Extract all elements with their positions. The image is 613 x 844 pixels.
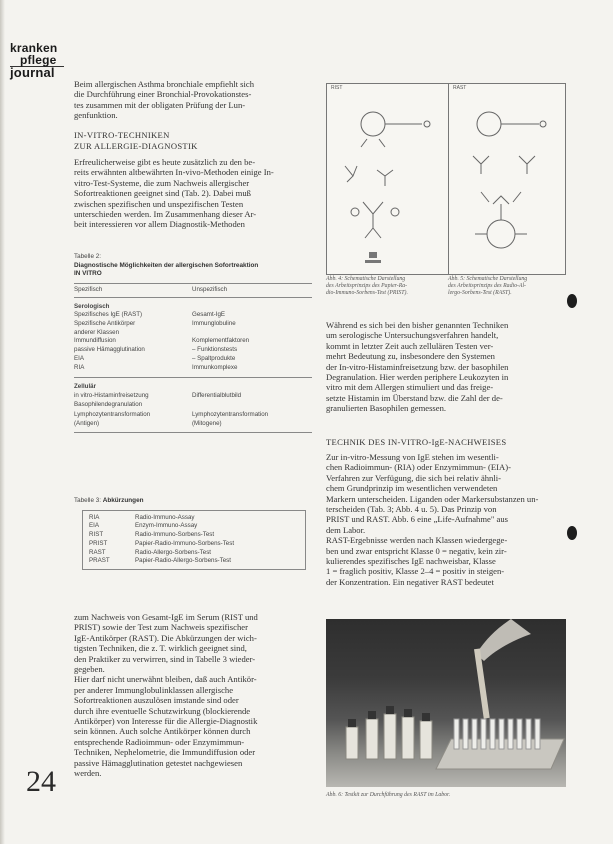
table-row: anderer Klassen [74,328,120,336]
punch-hole [567,294,577,308]
table-2-section: Zellulär [74,383,97,391]
table-2-header: Spezifisch Unspezifisch [74,285,228,293]
figure-4-rist [326,83,450,275]
left-paragraph-2: zum Nachweis von Gesamt-IgE im Serum (RIST und PRIST) sowie der Test zum Nachweis spezifischer IgE-Antikörper (RAST). Die Abkürzungen der wich- tigsten Techniken, die z. T. wirklich geeignet sind, den Praktiker zu verwirren, sind in Tabelle 3 wieder- gegeben. Hier darf nicht unerwähnt bleiben, daß auch Antikör- per anderer Immunglobulinklassen allergische Sofortreaktionen auszulösen imstande sind oder durch ihre eventuelle Schutzwirkung (blockierende Antikörper) von Interesse für die Allergie-Diagnostik sein können. Auch solche Antikörper können durch entsprechende Radioimmun- oder Enzymimmun- Techniken, Nephelometrie, die Immundiffusion oder passive Hämagglutination getestet nachgewiesen werden. [74,612,258,779]
table-row: RIA Immunkomplexe [74,363,238,371]
abbreviation-box [82,510,306,570]
logo-line-3: journal [10,65,55,80]
figure-5-label: RAST [453,85,467,91]
figure-4-diagram [327,84,449,274]
figure-4-caption: Abb. 4: Schematische Darstellung des Arbeitsprinzips des Papier-Ra- dio-Immuno-Sorbens-Test (PRIST). [326,276,408,297]
table-row: Spezifische Antikörper Immunglobuline [74,320,236,327]
logo-line-2: pflege [10,54,64,67]
section-heading-ige: TECHNIK DES IN-VITRO-IgE-NACHWEISES [326,437,507,447]
right-paragraph-2: Zur in-vitro-Messung von IgE stehen im wesentli- chen Radioimmun- (RIA) oder Enzymimmun- (EIA)- Verfahren zur Verfügung, die sich bei relativ ähnli- chem Grundprinzip im wesentlichen verwendeten Markern unterscheiden. Liganden oder Markersubstanzen un- terscheiden (Tab. 3; Abb. 4 u. 5). Das Prinzip von PRIST und RAST. Abb. 6 eine „Life-Aufnahme" aus dem Labor. RAST-Ergebnisse werden nach Klassen wiedergege- ben und zwar entspricht Klasse 0 = negativ, kein zir- kulierendes spezifisches IgE nachweisbar, Klasse 1 = fraglich positiv, Klasse 2–4 = positiv in steigen- der Konzentration. Ein negativer RAST bedeutet [326,452,539,587]
table-row: Immundiffusion Komplementfaktoren [74,337,250,345]
page-left-edge [0,0,5,844]
table-row: RAST Radio-Allergo-Sorbens-Test [89,548,212,556]
table-row: EIA – Spaltprodukte [74,354,236,362]
table-2 [74,253,312,433]
logo-line-1: kranken [10,41,58,55]
table-2-title: Diagnostische Möglichkeiten der allergischen Sofortreaktion [74,261,259,269]
intro-line: tes zusammen mit der obligaten Prüfung der Lun- [74,99,246,110]
journal-logo [10,42,74,79]
table-row: in vitro-Histaminfreisetzung Differentialblutbild [74,391,242,399]
table-3-title: Abkürzungen [102,497,144,504]
right-paragraph-1: Während es sich bei den bisher genannten Techniken um serologische Untersuchungsverfahren handelt, kommt in letzter Zeit auch zellulären Testen ver- mehrt Bedeutung zu, insbesondere den Systemen der In-vitro-Histaminfreisetzung bzw. der basophilen Degranulation. Hier werden periphere Leukozyten in vitro mit dem Allergen stimuliert und das freige- setzte Histamin im Überstand bzw. die Zahl der de- granulierten Basophilen gemessen. [326,320,509,414]
punch-hole [567,526,577,540]
table-row: (Antigen) (Mitogene) [74,420,222,428]
figure-4-label: RIST [331,85,343,91]
table-row: PRIST Papier-Radio-Immuno-Sorbens-Test [89,539,235,547]
table-row: Lymphozytentransformation Lymphozytentransformation [74,411,269,419]
figure-5-rast [448,83,566,275]
figure-6-caption: Abb. 6: Testkit zur Durchführung des RAST im Labor. [326,792,451,798]
table-row: EIA Enzym-Immuno-Assay [89,522,198,530]
intro-line: die Durchführung einer Bronchial-Provokationstes- [74,89,252,100]
left-paragraph-1: Erfreulicherweise gibt es heute zusätzlich zu den be- reits erwähnten altbewährten In-vivo-Methoden einige In- vitro-Test-Systeme, die zum Nachweis allergischer Sofortreaktionen geeignet sind (Tab. 2). Dabei muß zwischen spezifischen und unspezifischen Testen unterschieden werden. Im Zusammenhang dieser Ar- beit interessieren vor allem Diagnostik-Methoden [74,157,274,230]
page-number: 24 [26,765,56,798]
section-heading-invitro: IN-VITRO-TECHNIKEN ZUR ALLERGIE-DIAGNOSTIK [74,130,198,151]
intro-line: genfunktion. [74,110,118,121]
table-row: Spezifisches IgE (RAST) Gesamt-IgE [74,311,226,319]
lab-kit-illustration [326,619,566,787]
table-row: passive Hämagglutination – Funktionstests [74,346,238,354]
table-2-caption: Tabelle 2: [74,253,101,260]
table-2-section: Serologisch [74,302,110,310]
figure-5-diagram [449,84,565,274]
left-intro [74,79,312,121]
table-row: Basophilendegranulation [74,400,143,408]
table-2-title: IN VITRO [74,270,102,278]
table-row: RIA Radio-Immuno-Assay [89,513,195,521]
table-row: PRAST Papier-Radio-Allergo-Sorbens-Test [89,557,231,565]
figure-6-photo [326,619,566,787]
table-3 [74,497,312,570]
table-3-caption: Tabelle 3: [74,497,101,504]
figure-5-caption: Abb. 5: Schematische Darstellung des Arbeitsprinzips des Radio-Al- lergo-Sorbens-Test (RAST). [448,276,528,297]
table-row: RIST Radio-Immuno-Sorbens-Test [89,531,215,539]
intro-line: Beim allergischen Asthma bronchiale empfiehlt sich [74,79,255,89]
